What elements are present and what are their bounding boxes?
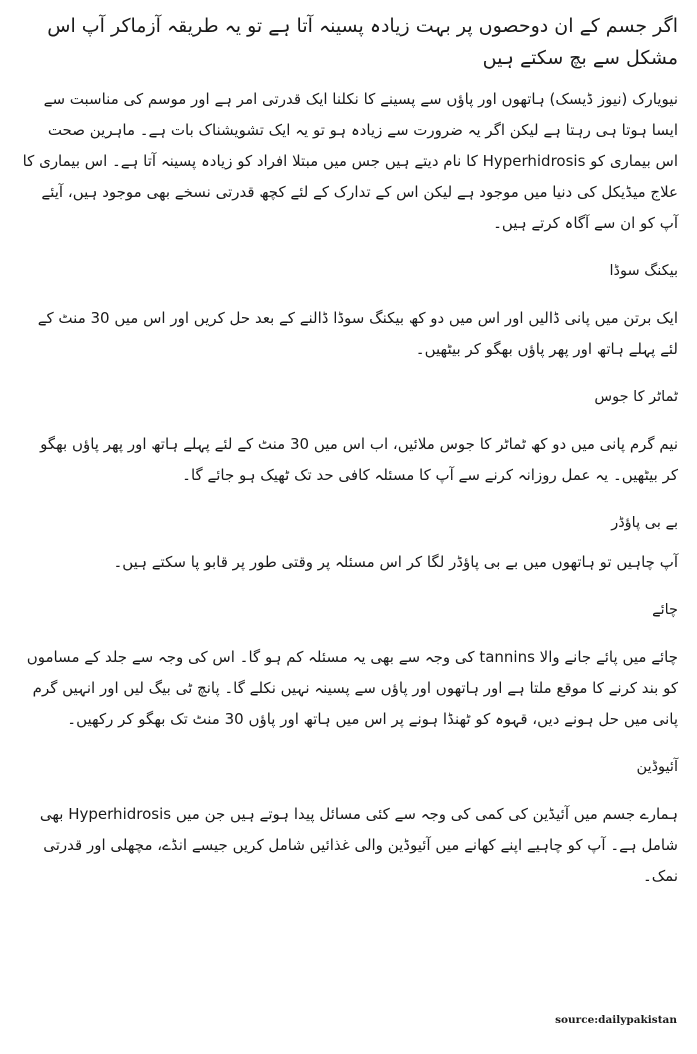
- section-heading-baking-soda: بیکنگ سوڈا: [609, 263, 678, 279]
- article: [22, 10, 678, 892]
- section-text-iodine: ہمارے جسم میں آئیڈین کی کمی کی وجہ سے کئی مسائل پیدا ہوتے ہیں جن میں Hyperhidrosis بھی شامل ہے۔ آپ کو چاہیے اپنے کھانے میں آئیوڈین والی غذائیں شامل کریں جیسے انڈے، مچھلی اور قدرتی نمک۔: [39, 805, 678, 885]
- section-heading-tomato-juice: ٹماٹر کا جوس: [594, 389, 678, 405]
- section-text-baby-powder: آپ چاہیں تو ہاتھوں میں بے بی پاؤڈر لگا کر اس مسئلہ پر وقتی طور پر قابو پا سکتے ہیں۔: [113, 553, 678, 571]
- section-heading-iodine: آئیوڈین: [636, 759, 678, 775]
- article-headline: اگر جسم کے ان دوحصوں پر بہت زیادہ پسینہ آتا ہے تو یہ طریقہ آزماکر آپ اس مشکل سے بچ سکتے ہیں: [47, 15, 678, 69]
- section-heading-tea: چائے: [652, 602, 678, 618]
- section-text-tea: چائے میں پائے جانے والا tannins کی وجہ سے بھی یہ مسئلہ کم ہو گا۔ اس کی وجہ سے جلد کے مساموں کو بند کرنے کا موقع ملتا ہے اور ہاتھوں اور پاؤں سے پسینہ نہیں نکلے گا۔ پانچ ٹی بیگ لیں اور انہیں گرم پانی میں حل ہونے دیں، قہوہ کو ٹھنڈا ہونے پر اس میں ہاتھ اور پاؤں 30 منٹ تک بھگو کر رکھیں۔: [26, 648, 678, 728]
- section-text-tomato-juice: نیم گرم پانی میں دو کھ ٹماٹر کا جوس ملائیں، اب اس میں 30 منٹ کے لئے پہلے ہاتھ اور پھر پاؤں بھگو کر بیٹھیں۔ یہ عمل روزانہ کرنے سے آپ کا مسئلہ کافی حد تک ٹھیک ہو جائے گا۔: [40, 435, 678, 484]
- source-credit: source:dailypakistan: [555, 1014, 677, 1026]
- intro-paragraph: نیویارک (نیوز ڈیسک) ہاتھوں اور پاؤں سے پسینے کا نکلنا ایک قدرتی امر ہے اور موسم کی مناسبت سے ایسا ہوتا ہی رہتا ہے لیکن اگر یہ ضرورت سے زیادہ ہو تو یہ ایک تشویشناک بات ہے۔ ماہرین صحت اس بیماری کو Hyperhidrosis کا نام دیتے ہیں جس میں مبتلا افراد کو زیادہ پسینہ آتا ہے۔ اس بیماری کا علاج میڈیکل کی دنیا میں موجود ہے لیکن اس کے تدارک کے لئے کچھ قدرتی نسخے بھی موجود ہیں، آیئے آپ کو ان سے آگاہ کرتے ہیں۔: [22, 90, 678, 232]
- section-heading-baby-powder: بے بی پاؤڈر: [611, 515, 678, 531]
- section-text-baking-soda: ایک برتن میں پانی ڈالیں اور اس میں دو کھ بیکنگ سوڈا ڈالنے کے بعد حل کریں اور اس میں 30 منٹ کے لئے پہلے ہاتھ اور پھر پاؤں بھگو کر بیٹھیں۔: [37, 309, 678, 358]
